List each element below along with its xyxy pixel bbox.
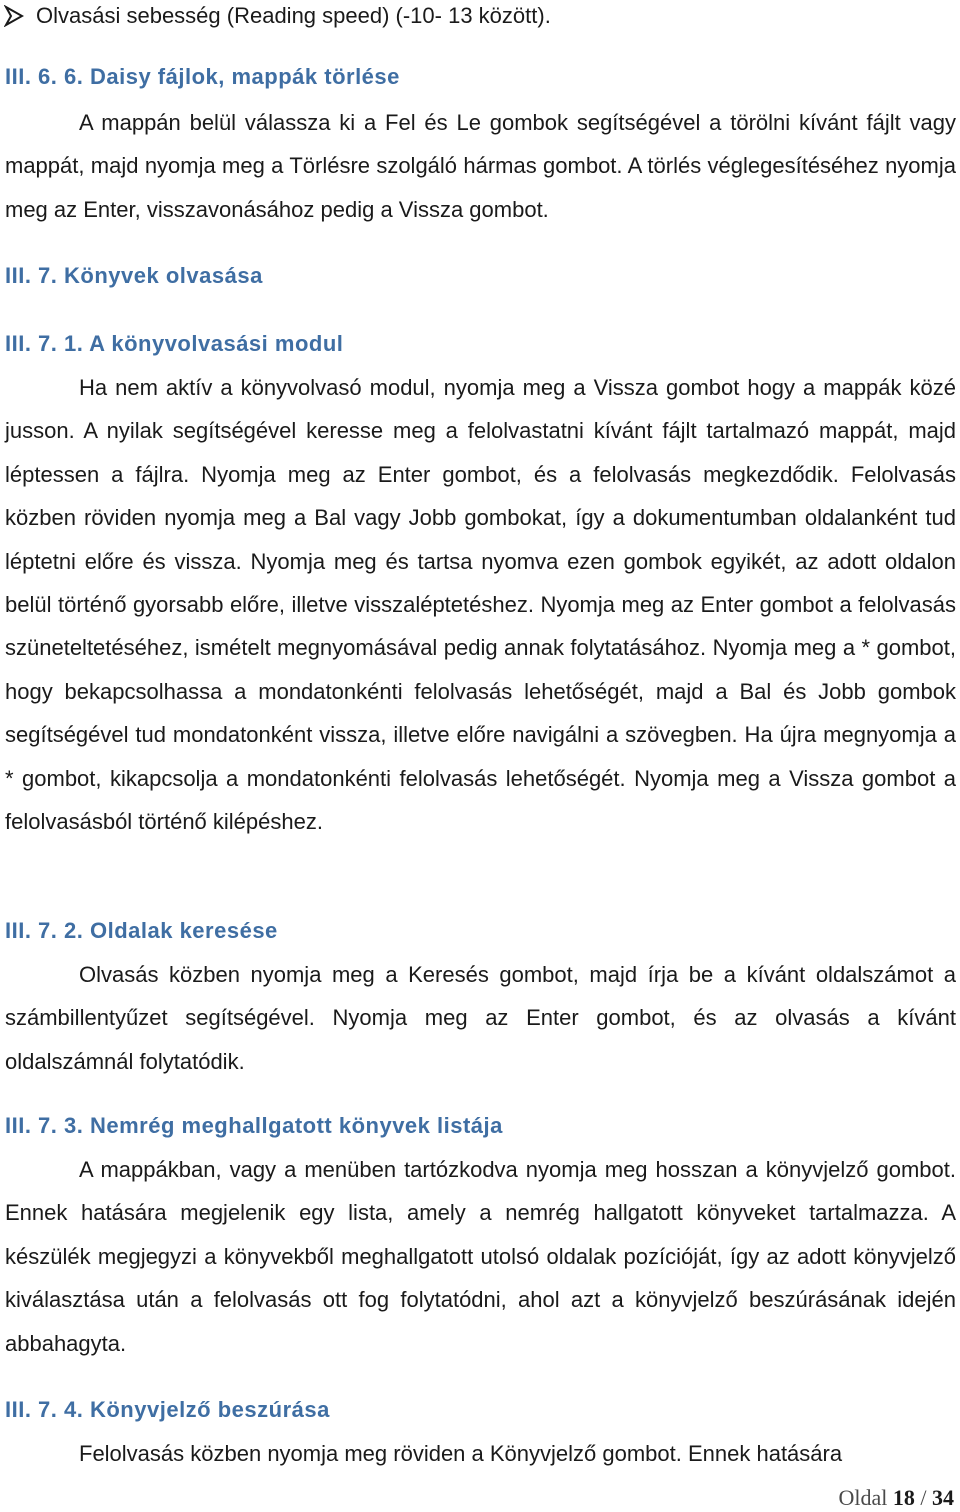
bullet-text: Olvasási sebesség (Reading speed) (-10- 13 között). — [36, 3, 551, 28]
page-total: 34 — [932, 1485, 954, 1510]
paragraph-text: Felolvasás közben nyomja meg röviden a Könyvjelző gombot. Ennek hatására — [79, 1441, 843, 1466]
paragraph-3-7-4 — [5, 1432, 956, 1475]
paragraph-3-7-3 — [5, 1148, 956, 1365]
paragraph-text: Olvasás közben nyomja meg a Keresés gombot, majd írja be a kívánt oldalszámot a számbillentyűzet segítségével. Nyomja meg az Enter gombot, és az olvasás a kívánt oldalszámnál folytatódik. — [5, 962, 956, 1074]
page-current: 18 — [892, 1485, 915, 1510]
paragraph-text: A mappán belül válassza ki a Fel és Le gombok segítségével a törölni kívánt fájlt vagy mappát, majd nyomja meg a Törlésre szolgáló hármas gombot. A törlés véglegesítéséhez nyomja meg az Enter, visszavonásához pedig a Vissza gombot. — [5, 110, 956, 222]
paragraph-3-7-2 — [5, 953, 956, 1083]
paragraph-3-7-1 — [5, 366, 956, 843]
page-label: Oldal — [838, 1485, 888, 1510]
heading-3-7: III. 7. Könyvek olvasása — [5, 263, 263, 288]
paragraph-text: A mappákban, vagy a menüben tartózkodva nyomja meg hosszan a könyvjelző gombot. Ennek hatására megjelenik egy lista, amely a nemrég hallgatott könyveket tartalmazza. A készülék megjegyzi a könyvekből meghallgatott utolsó oldalak pozícióját, így az adott könyvjelző kiválasztása után a felolvasás ott fog folytatódni, ahol azt a könyvjelző beszúrásának idején abbahagyta. — [5, 1157, 956, 1356]
heading-3-7-4: III. 7. 4. Könyvjelző beszúrása — [5, 1397, 330, 1422]
page-footer — [838, 1484, 954, 1512]
heading-3-7-1: III. 7. 1. A könyvolvasási modul — [5, 331, 344, 356]
bullet-item — [4, 0, 551, 32]
heading-3-7-3: III. 7. 3. Nemrég meghallgatott könyvek listája — [5, 1113, 503, 1138]
page-separator: / — [920, 1485, 927, 1510]
arrow-bullet-icon — [4, 5, 24, 27]
paragraph-text: Ha nem aktív a könyvolvasó modul, nyomja meg a Vissza gombot hogy a mappák közé jusson. A nyilak segítségével keresse meg a felolvastatni kívánt fájlt tartalmazó mappát, majd léptessen a fájlra. Nyomja meg az Enter gombot, és a felolvasás megkezdődik. Felolvasás közben röviden nyomja meg a Bal vagy Jobb gombokat, így a dokumentumban oldalanként tud léptetni előre és vissza. Nyomja meg és tartsa nyomva ezen gombok egyikét, az adott oldalon belül történő gyorsabb előre, illetve visszaléptetéshez. Nyomja meg az Enter gombot a felolvasás szüneteltetéséhez, ismételt megnyomásával pedig annak folytatásához. Nyomja meg a * gombot, hogy bekapcsolhassa a mondatonkénti felolvasás lehetőségét, majd a Bal és Jobb gombok segítségével tud mondatonként vissza, illetve előre navigálni a szövegben. Ha újra megnyomja a * gombot, kikapcsolja a mondatonkénti felolvasás lehetőségét. Nyomja meg a Vissza gombot a felolvasásból történő kilépéshez. — [5, 375, 956, 835]
paragraph-3-6-6 — [5, 101, 956, 231]
heading-3-6-6: III. 6. 6. Daisy fájlok, mappák törlése — [5, 64, 400, 89]
heading-3-7-2: III. 7. 2. Oldalak keresése — [5, 918, 278, 943]
